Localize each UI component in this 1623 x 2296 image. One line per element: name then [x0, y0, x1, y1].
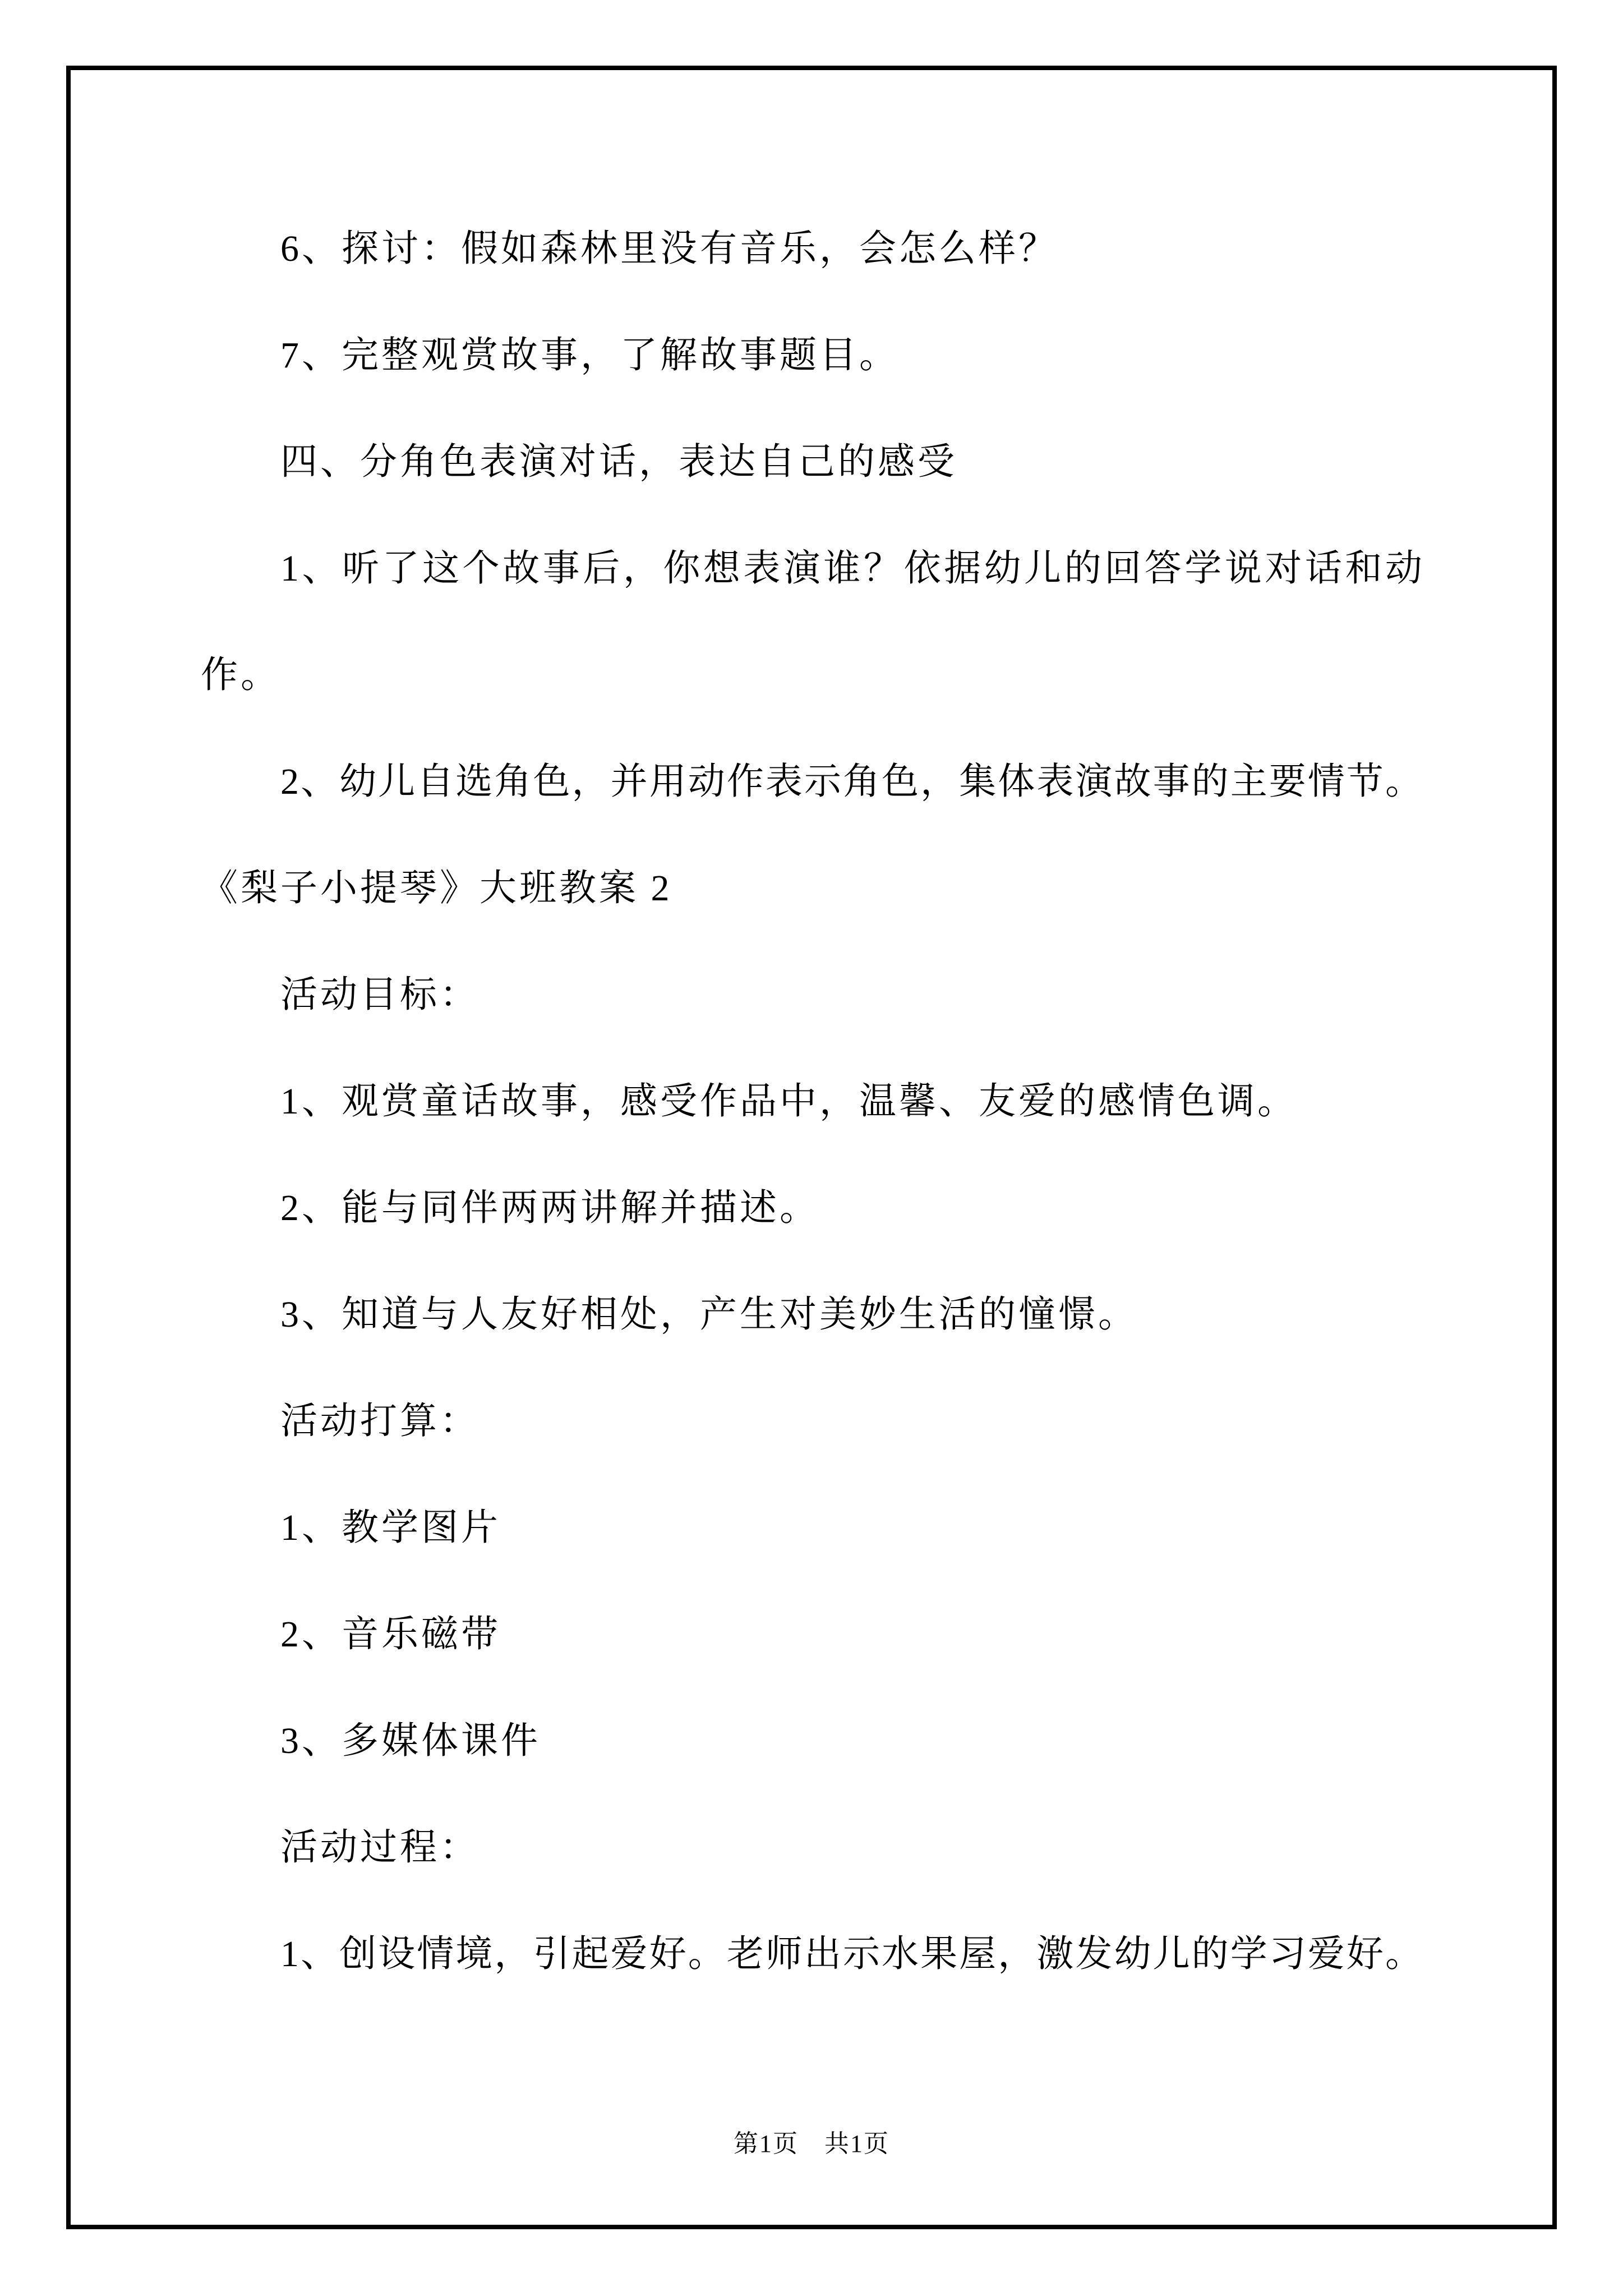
- page-number-footer: 第1页 共1页: [734, 2130, 889, 2157]
- paragraph-line: 1、教学图片: [280, 1507, 501, 1548]
- paragraph-line: 2、能与同伴两两讲解并描述。: [280, 1188, 819, 1228]
- paragraph-line: 作。: [201, 655, 280, 696]
- paragraph-line: 2、音乐磁带: [280, 1614, 501, 1655]
- paragraph-line: 6、探讨：假如森林里没有音乐，会怎么样？: [280, 228, 1058, 269]
- paragraph-line: 1、观赏童话故事，感受作品中，温馨、友爱的感情色调。: [280, 1081, 1297, 1122]
- document-body: [201, 196, 1422, 2008]
- paragraph-line: 活动目标：: [280, 974, 479, 1015]
- paragraph-line: 1、听了这个故事后，你想表演谁？依据幼儿的回答学说对话和动: [280, 548, 1422, 589]
- paragraph-line: 1、创设情境，引起爱好。老师出示水果屋，激发幼儿的学习爱好。: [280, 1934, 1422, 1975]
- paragraph-line: 3、多媒体课件: [280, 1720, 541, 1761]
- paragraph-line: 7、完整观赏故事，了解故事题目。: [280, 335, 899, 376]
- section-heading: 《梨子小提琴》大班教案 2: [201, 868, 672, 909]
- paragraph-line: 四、分角色表演对话，表达自己的感受: [280, 441, 957, 482]
- paragraph-line: 活动打算：: [280, 1401, 479, 1442]
- paragraph-line: 3、知道与人友好相处，产生对美妙生活的憧憬。: [280, 1294, 1138, 1335]
- paragraph-line: 活动过程：: [280, 1827, 479, 1868]
- paragraph-line: 2、幼儿自选角色，并用动作表示角色，集体表演故事的主要情节。: [280, 761, 1422, 802]
